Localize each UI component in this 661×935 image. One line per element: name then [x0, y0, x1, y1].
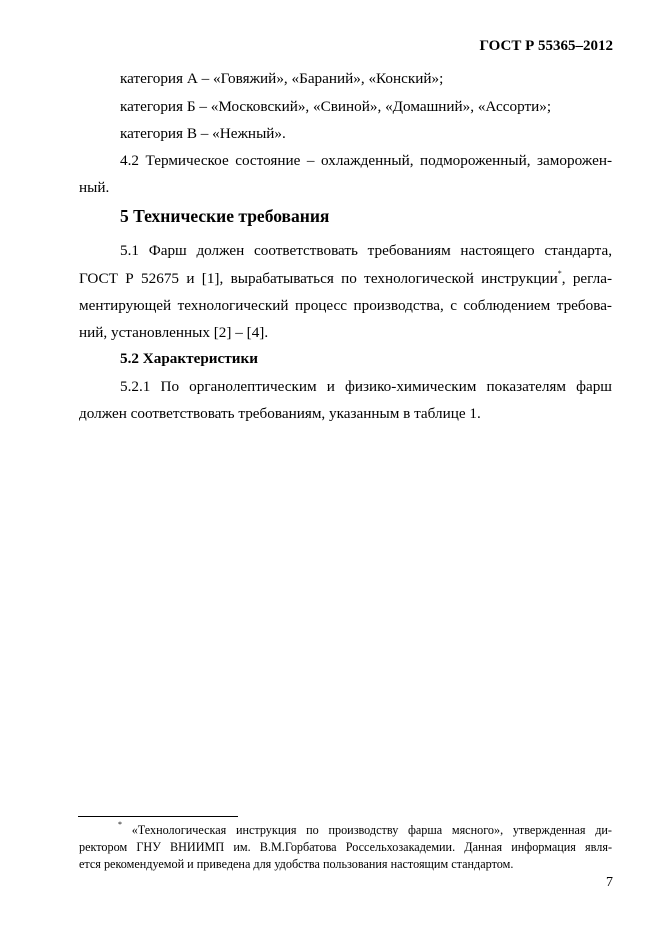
para-5-2-1-line-2: должен соответствовать требованиям, указанным в таблице 1. [79, 405, 481, 422]
footnote-separator [78, 816, 238, 817]
footnote-line-2: ректором ГНУ ВНИИМП им. В.М.Горбатова Россельхозакадемии. Данная информация явля- [79, 840, 612, 854]
page-number: 7 [606, 875, 613, 890]
para-5-2-1-line-1: 5.2.1 По органолептическим и физико-химическим показателям фарш [120, 378, 612, 395]
para-5-1-line-2-end: , регла- [561, 270, 613, 287]
para-5-1-line-3: ментирующей технологический процесс производства, с соблюдением требова- [79, 297, 612, 314]
para-5-1-line-4: ний, установленных [2] – [4]. [79, 324, 269, 341]
para-5-1-line-2 [79, 270, 612, 288]
footnote-reference-mark: * [557, 269, 562, 278]
category-v-line: категория В – «Нежный». [120, 125, 286, 142]
para-5-1-line-1: 5.1 Фарш должен соответствовать требованиям настоящего стандарта, [120, 242, 612, 259]
subsection-5-2-heading: 5.2 Характеристики [120, 350, 258, 367]
footnote-line-1-text: «Технологическая инструкция по производству фарша мясного», утвержденная ди- [122, 823, 612, 837]
document-header: ГОСТ Р 55365–2012 [479, 38, 613, 54]
para-4-2-line-2: ный. [79, 179, 110, 196]
footnote-mark: * [118, 820, 122, 829]
para-4-2-line-1: 4.2 Термическое состояние – охлажденный, подмороженный, заморожен- [120, 152, 612, 169]
category-b-line: категория Б – «Московский», «Свиной», «Домашний», «Ассорти»; [120, 98, 552, 115]
para-5-1-line-2-text: ГОСТ Р 52675 и [1], вырабатываться по технологической инструкции [79, 270, 558, 287]
section-5-heading: 5 Технические требования [120, 206, 330, 226]
footnote-line-1 [118, 820, 612, 838]
footnote-line-3: ется рекомендуемой и приведена для удобства пользования настоящим стандартом. [79, 857, 514, 871]
category-a-line: категория А – «Говяжий», «Бараний», «Конский»; [120, 70, 444, 87]
